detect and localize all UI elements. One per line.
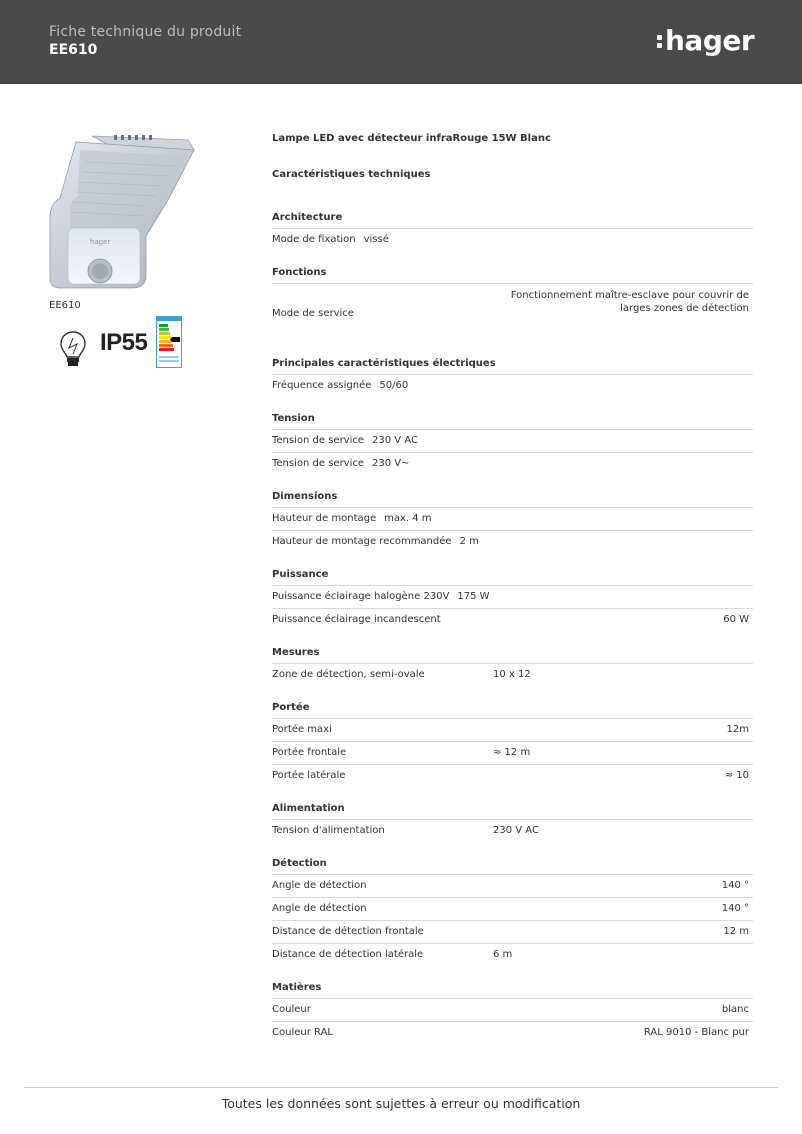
hager-logo-text: hager bbox=[665, 24, 755, 57]
section-title: Détection bbox=[272, 854, 753, 875]
spec-row bbox=[272, 430, 753, 453]
spec-value: RAL 9010 - Blanc pur bbox=[643, 1027, 749, 1038]
spec-label: Hauteur de montage bbox=[272, 513, 377, 524]
spec-value: 50/60 bbox=[379, 380, 409, 391]
ip-rating: IP55 bbox=[100, 329, 148, 356]
hager-logo-dots-icon bbox=[657, 32, 663, 52]
spec-value: blanc bbox=[721, 1004, 749, 1015]
spec-content bbox=[272, 130, 753, 1056]
section-title: Architecture bbox=[272, 208, 753, 229]
section-title: Puissance bbox=[272, 565, 753, 586]
page-header bbox=[0, 0, 802, 84]
spec-label: Puissance éclairage halogène 230V bbox=[272, 591, 450, 602]
section-matieres bbox=[272, 978, 753, 1044]
header-product-code: EE610 bbox=[49, 42, 98, 58]
spec-label: Distance de détection latérale bbox=[272, 949, 424, 960]
spec-value: 12m bbox=[726, 724, 749, 735]
spec-row bbox=[272, 284, 753, 342]
spec-value: 230 V AC bbox=[372, 435, 418, 446]
spec-label: Puissance éclairage incandescent bbox=[272, 614, 441, 625]
spec-row bbox=[272, 875, 753, 898]
section-title: Mesures bbox=[272, 643, 753, 664]
hager-logo bbox=[657, 24, 754, 57]
spec-label: Distance de détection frontale bbox=[272, 926, 424, 937]
spec-label: Tension d'alimentation bbox=[272, 825, 385, 836]
section-mesures bbox=[272, 643, 753, 686]
spec-label: Fréquence assignée bbox=[272, 380, 372, 391]
spec-row bbox=[272, 453, 753, 475]
spec-value: 6 m bbox=[493, 949, 513, 960]
spec-value: ≈ 10 bbox=[724, 770, 749, 781]
spec-label: Portée maxi bbox=[272, 724, 332, 735]
spec-value: vissé bbox=[363, 234, 389, 245]
spec-label: Portée latérale bbox=[272, 770, 346, 781]
spec-label: Zone de détection, semi-ovale bbox=[272, 669, 425, 680]
spec-value: 230 V AC bbox=[493, 825, 539, 836]
spec-label: Couleur RAL bbox=[272, 1027, 333, 1038]
document-subtitle: Caractéristiques techniques bbox=[272, 169, 431, 180]
spec-label: Angle de détection bbox=[272, 903, 367, 914]
section-fonctions bbox=[272, 263, 753, 342]
spec-value: ≈ 12 m bbox=[493, 747, 531, 758]
svg-text:hager: hager bbox=[90, 238, 111, 246]
spec-value: 140 ° bbox=[721, 880, 749, 891]
spec-row bbox=[272, 742, 753, 765]
section-alimentation bbox=[272, 799, 753, 842]
spec-value: 175 W bbox=[457, 591, 490, 602]
spec-value: Fonctionnement maître-esclave pour couvrir de larges zones de détection bbox=[510, 290, 749, 314]
section-title: Dimensions bbox=[272, 487, 753, 508]
section-title: Fonctions bbox=[272, 263, 753, 284]
spec-value: 140 ° bbox=[721, 903, 749, 914]
document-title: Lampe LED avec détecteur infraRouge 15W Blanc bbox=[272, 133, 551, 144]
section-dimensions bbox=[272, 487, 753, 553]
spec-row bbox=[272, 531, 753, 553]
spec-label: Angle de détection bbox=[272, 880, 367, 891]
section-electrical bbox=[272, 354, 753, 397]
spec-value: 230 V~ bbox=[372, 458, 410, 469]
spec-row bbox=[272, 1022, 753, 1044]
section-detection bbox=[272, 854, 753, 966]
spec-row bbox=[272, 586, 753, 609]
section-title: Portée bbox=[272, 698, 753, 719]
section-tension bbox=[272, 409, 753, 475]
spec-row bbox=[272, 999, 753, 1022]
spec-label: Mode de fixation bbox=[272, 234, 356, 245]
energy-label-icon bbox=[156, 316, 182, 368]
product-image bbox=[48, 128, 198, 298]
section-title: Tension bbox=[272, 409, 753, 430]
section-title: Matières bbox=[272, 978, 753, 999]
spec-row bbox=[272, 898, 753, 921]
product-caption: EE610 bbox=[49, 300, 81, 311]
footer-disclaimer: Toutes les données sont sujettes à erreur ou modification bbox=[221, 1096, 581, 1111]
spec-label: Tension de service bbox=[272, 458, 365, 469]
spec-label: Couleur bbox=[272, 1004, 311, 1015]
spec-row bbox=[272, 609, 753, 631]
spec-row bbox=[272, 944, 753, 966]
spec-label: Tension de service bbox=[272, 435, 365, 446]
header-subtitle: Fiche technique du produit bbox=[49, 24, 242, 40]
spec-row bbox=[272, 719, 753, 742]
section-puissance bbox=[272, 565, 753, 631]
spec-value: 60 W bbox=[723, 614, 749, 625]
spec-row bbox=[272, 921, 753, 944]
spec-row bbox=[272, 375, 753, 397]
footer-divider bbox=[24, 1087, 778, 1088]
section-portee bbox=[272, 698, 753, 787]
lamp-bulb-icon bbox=[58, 330, 88, 368]
spec-row bbox=[272, 508, 753, 531]
spec-row bbox=[272, 664, 753, 686]
spec-row bbox=[272, 820, 753, 842]
spec-value: 2 m bbox=[459, 536, 479, 547]
spec-label: Mode de service bbox=[272, 308, 354, 319]
spec-value: 10 x 12 bbox=[493, 669, 531, 680]
section-title: Principales caractéristiques électriques bbox=[272, 354, 753, 375]
spec-label: Portée frontale bbox=[272, 747, 347, 758]
spec-row bbox=[272, 229, 753, 251]
spec-value: 12 m bbox=[723, 926, 749, 937]
section-title: Alimentation bbox=[272, 799, 753, 820]
spec-label: Hauteur de montage recommandée bbox=[272, 536, 452, 547]
spec-value: max. 4 m bbox=[384, 513, 432, 524]
section-architecture bbox=[272, 208, 753, 251]
spec-row bbox=[272, 765, 753, 787]
